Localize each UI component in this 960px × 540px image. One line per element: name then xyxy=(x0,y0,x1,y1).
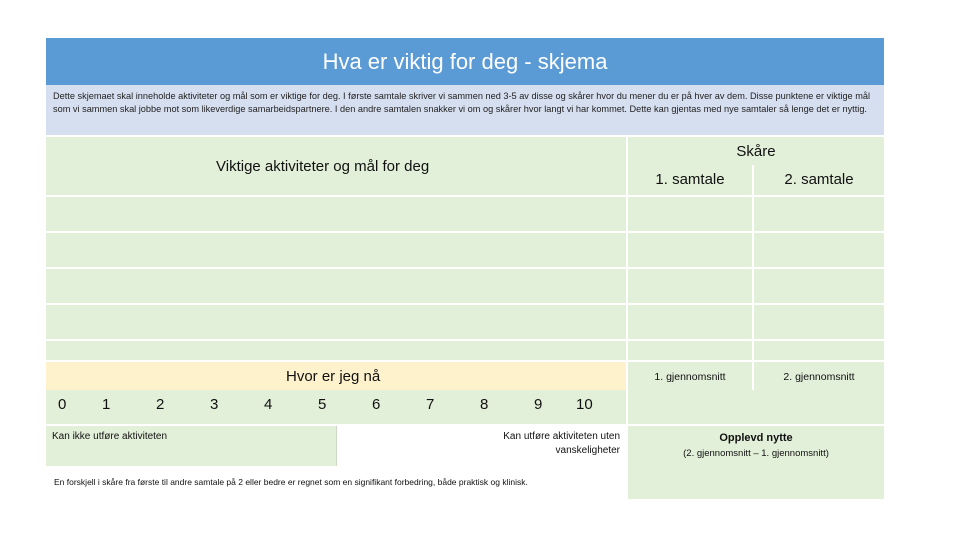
anchor-high: Kan utføre aktiviteten uten vanskeligheter xyxy=(503,431,620,456)
where-header: Hvor er jeg nå xyxy=(286,368,381,385)
scale-4: 4 xyxy=(264,396,273,413)
goal-row-4[interactable] xyxy=(46,305,626,339)
score-col-1: 1. samtale xyxy=(628,165,752,195)
scale-0: 0 xyxy=(58,396,67,413)
score2-row-5[interactable] xyxy=(754,341,884,360)
score1-row-5[interactable] xyxy=(628,341,752,360)
where-header-cell xyxy=(46,362,626,390)
scale-8: 8 xyxy=(480,396,489,413)
score1-row-4[interactable] xyxy=(628,305,752,339)
score1-row-1[interactable] xyxy=(628,197,752,231)
scale-7: 7 xyxy=(426,396,435,413)
score1-row-3[interactable] xyxy=(628,269,752,303)
goals-header-cell xyxy=(46,137,626,195)
scale-9: 9 xyxy=(534,396,543,413)
scale-2: 2 xyxy=(156,396,165,413)
scale-6: 6 xyxy=(372,396,381,413)
score1-row-2[interactable] xyxy=(628,233,752,267)
benefit-formula: (2. gjennomsnitt – 1. gjennomsnitt) xyxy=(683,448,829,459)
anchor-low: Kan ikke utføre aktiviteten xyxy=(52,431,168,442)
score2-row-2[interactable] xyxy=(754,233,884,267)
average-1: 1. gjennomsnitt xyxy=(628,362,752,390)
goal-row-2[interactable] xyxy=(46,233,626,267)
note-right-cell xyxy=(628,466,884,499)
intro-text: Dette skjemaet skal inneholde aktiviteter og mål som er viktige for deg. I første samtale skriver vi sammen ned 3-5 av disse og skårer hvor du mener du er på hver av dem. Disse punktene er viktige mål som vi sammen skal jobbe mot som likeverdige samarbeidspartnere. I den andre samtalen snakker vi om og skårer hvor langt vi har kommet. Dette kan gjentas med nye samtaler så lenge det er nyttig. xyxy=(46,85,884,135)
goal-row-1[interactable] xyxy=(46,197,626,231)
goals-header: Viktige aktiviteter og mål for deg xyxy=(216,158,430,175)
scale-5: 5 xyxy=(318,396,327,413)
benefit-title: Opplevd nytte xyxy=(719,432,793,444)
scale-1: 1 xyxy=(102,396,111,413)
score2-row-1[interactable] xyxy=(754,197,884,231)
benefit-cell xyxy=(628,426,884,466)
form-title: Hva er viktig for deg - skjema xyxy=(46,38,884,85)
average-2: 2. gjennomsnitt xyxy=(754,362,884,390)
scale-10: 10 xyxy=(576,396,593,413)
score-col-2: 2. samtale xyxy=(754,165,884,195)
scale-3: 3 xyxy=(210,396,219,413)
score2-row-3[interactable] xyxy=(754,269,884,303)
significance-note: En forskjell i skåre fra første til andre samtale på 2 eller bedre er regnet som en signifikant forbedring, både praktisk og klinisk. xyxy=(54,477,528,487)
score2-row-4[interactable] xyxy=(754,305,884,339)
scale-row-right xyxy=(628,390,884,424)
score-header: Skåre xyxy=(628,137,884,165)
goal-row-3[interactable] xyxy=(46,269,626,303)
scale-row xyxy=(46,390,626,424)
goal-row-5[interactable] xyxy=(46,341,626,360)
